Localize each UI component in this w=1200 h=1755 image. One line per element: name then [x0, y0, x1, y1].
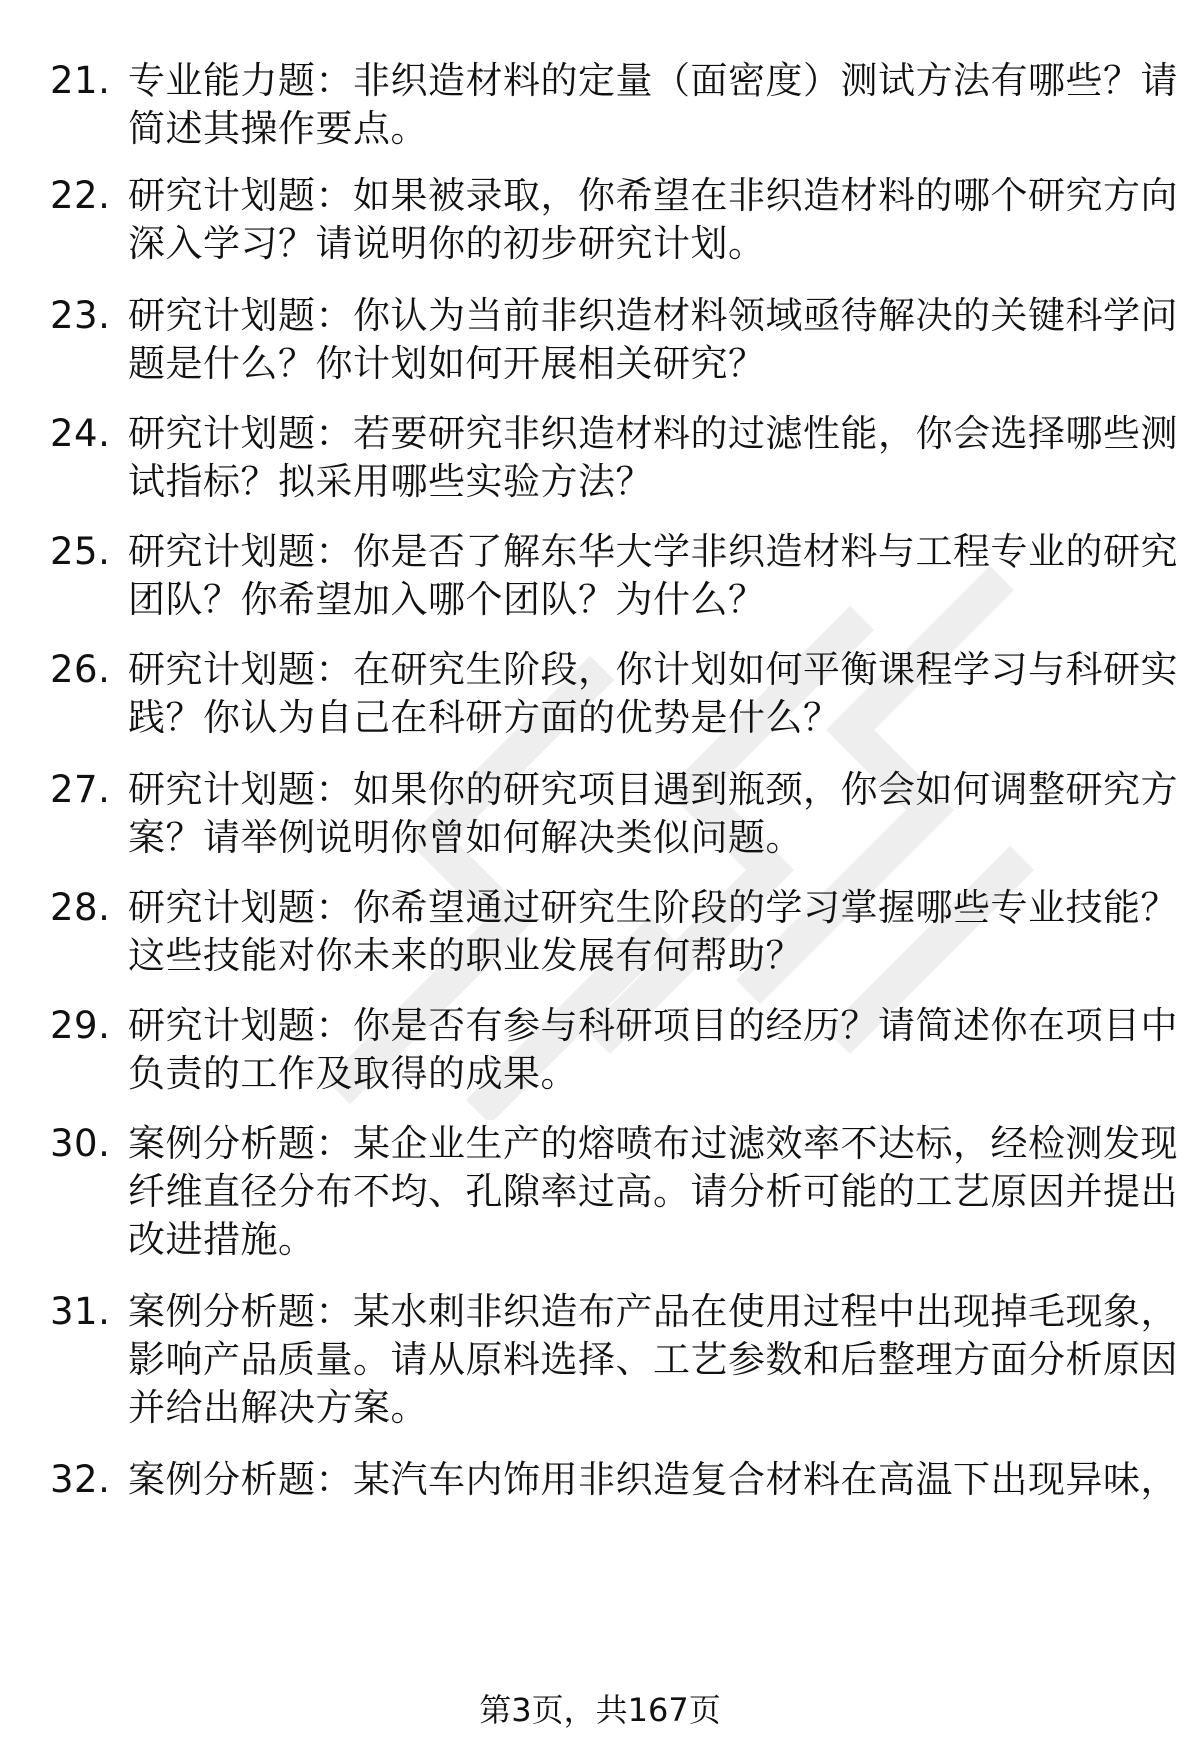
- question-number: 29.: [50, 1004, 111, 1047]
- question-item: [50, 57, 1178, 153]
- question-text: 案例分析题：某水刺非织造布产品在使用过程中出现掉毛现象，影响产品质量。请从原料选择、工艺参数和后整理方面分析原因并给出解决方案。: [128, 1290, 1178, 1429]
- question-item: [50, 172, 1178, 268]
- question-item: [50, 528, 1178, 624]
- question-item: [50, 884, 1178, 980]
- question-item: [50, 1120, 1178, 1264]
- question-item: [50, 410, 1178, 506]
- page-footer: 第3页，共167页: [479, 1691, 721, 1729]
- question-item: [50, 1002, 1178, 1098]
- question-text: 研究计划题：你认为当前非织造材料领域亟待解决的关键科学问题是什么？你计划如何开展相关研究？: [128, 294, 1178, 385]
- question-text: 研究计划题：在研究生阶段，你计划如何平衡课程学习与科研实践？你认为自己在科研方面的优势是什么？: [128, 648, 1178, 739]
- question-number: 28.: [50, 886, 111, 929]
- question-number: 25.: [50, 530, 111, 573]
- question-item: [50, 766, 1178, 862]
- question-number: 27.: [50, 768, 111, 811]
- question-item: [50, 646, 1178, 742]
- question-item: [50, 1456, 1178, 1504]
- question-number: 22.: [50, 174, 111, 217]
- question-text: 研究计划题：你是否了解东华大学非织造材料与工程专业的研究团队？你希望加入哪个团队？为什么？: [128, 530, 1178, 621]
- question-item: [50, 1288, 1178, 1432]
- question-text: 研究计划题：若要研究非织造材料的过滤性能，你会选择哪些测试指标？拟采用哪些实验方法？: [128, 412, 1178, 503]
- question-item: [50, 292, 1178, 388]
- question-number: 30.: [50, 1122, 111, 1165]
- question-text: 研究计划题：你希望通过研究生阶段的学习掌握哪些专业技能？这些技能对你未来的职业发展有何帮助？: [128, 886, 1178, 977]
- question-number: 26.: [50, 648, 111, 691]
- question-text: 案例分析题：某企业生产的熔喷布过滤效率不达标，经检测发现纤维直径分布不均、孔隙率过高。请分析可能的工艺原因并提出改进措施。: [128, 1122, 1178, 1261]
- question-text: 研究计划题：如果被录取，你希望在非织造材料的哪个研究方向深入学习？请说明你的初步研究计划。: [128, 174, 1178, 265]
- question-number: 31.: [50, 1290, 111, 1333]
- question-number: 32.: [50, 1458, 111, 1501]
- question-number: 24.: [50, 412, 111, 455]
- question-text: 研究计划题：如果你的研究项目遇到瓶颈，你会如何调整研究方案？请举例说明你曾如何解决类似问题。: [128, 768, 1178, 859]
- question-number: 23.: [50, 294, 111, 337]
- question-text: 专业能力题：非织造材料的定量（面密度）测试方法有哪些？请简述其操作要点。: [128, 59, 1178, 150]
- question-text: 研究计划题：你是否有参与科研项目的经历？请简述你在项目中负责的工作及取得的成果。: [128, 1004, 1178, 1095]
- question-text: 案例分析题：某汽车内饰用非织造复合材料在高温下出现异味，: [128, 1458, 1178, 1501]
- question-number: 21.: [50, 59, 111, 102]
